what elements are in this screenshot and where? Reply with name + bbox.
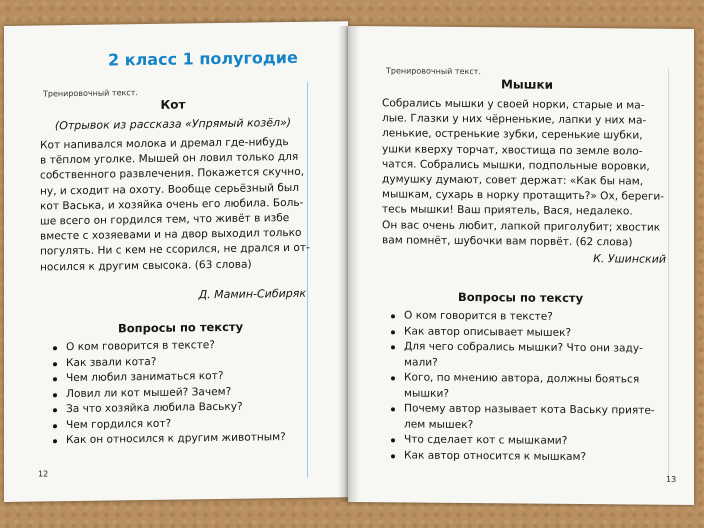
right-questions-list xyxy=(390,308,655,465)
right-question-continuation: лем мышек? xyxy=(404,417,474,431)
right-text-line: лые. Глазки у них чёрненькие, лапки у них ма- xyxy=(382,112,647,127)
left-text-line: погулять. Ни с кем не ссорился, не дрался и от- xyxy=(40,242,310,258)
right-question-continuation: мали? xyxy=(404,355,438,369)
right-text-line: вам помнёт, шубочки вам порвёт. (62 слова) xyxy=(382,234,633,249)
section-title: 2 класс 1 полугодие xyxy=(108,47,298,70)
left-question: Чем любил заниматься кот? xyxy=(52,368,286,387)
right-page-number: 13 xyxy=(666,474,677,484)
right-text-line: Он вас очень любит, лапкой приголубит; хвостик xyxy=(382,218,661,234)
right-questions-title: Вопросы по тексту xyxy=(458,289,584,306)
left-story-subtitle: (Отрывок из рассказа «Упрямый козёл») xyxy=(54,115,292,133)
left-questions-title: Вопросы по тексту xyxy=(118,319,244,336)
left-text-line: Кот напивался молока и дремал где-нибудь xyxy=(40,136,289,152)
right-question: Для чего собрались мышки? Что они заду- xyxy=(390,339,655,357)
right-text-line: думушку думают, совет держат: «Как бы нам, xyxy=(382,173,644,188)
right-author: К. Ушинский xyxy=(593,252,666,266)
left-question: За что хозяйка любила Ваську? xyxy=(52,399,286,418)
left-author: Д. Мамин-Сибиряк xyxy=(198,286,306,302)
right-text-line: мышкам, сухарь в норку протащить?» Ох, береги- xyxy=(382,188,665,203)
open-workbook xyxy=(4,26,694,502)
left-questions-list xyxy=(52,337,286,449)
right-question: Что сделает кот с мышками? xyxy=(390,432,655,450)
right-story-title: Мышки xyxy=(500,77,554,92)
left-text-line: носился к другим свысока. (63 слова) xyxy=(40,258,252,274)
right-page xyxy=(348,26,694,505)
left-text-line: кот Васька, и хозяйка очень его любила. Боль- xyxy=(40,196,304,213)
left-text-line: ше всего он гордился тем, что живёт в избе xyxy=(40,212,290,228)
left-text-line: собственного развлечения. Покажется скучно, xyxy=(40,166,305,182)
left-text-line: ну, и сходит на охоту. Вообще серьёзный был xyxy=(40,181,299,198)
right-text-line: Собрались мышки у своей норки, старые и ма- xyxy=(382,97,645,112)
left-page xyxy=(4,21,348,502)
right-question-continuation: мышки? xyxy=(404,386,449,400)
right-text-line: тесь мышки! Ваш приятель, Вася, недалеко. xyxy=(382,203,633,218)
right-story-text xyxy=(382,96,672,251)
right-question: Почему автор называет кота Ваську прияте- xyxy=(390,401,655,419)
left-question: О ком говорится в тексте? xyxy=(52,337,286,356)
left-page-number: 12 xyxy=(38,469,49,479)
left-question: Как звали кота? xyxy=(52,353,286,372)
left-training-label: Тренировочный текст. xyxy=(43,88,138,99)
right-text-line: ушки кверху торчат, хвостища по земле воло- xyxy=(382,142,643,158)
left-text-line: в тёплом уголке. Мышей он ловил только для xyxy=(40,151,299,167)
right-question: Как автор описывает мышек? xyxy=(390,324,655,342)
right-question: Кого, по мнению автора, должны бояться xyxy=(390,370,655,388)
left-story-title: Кот xyxy=(160,97,186,112)
left-question: Как он относился к другим животным? xyxy=(52,430,286,449)
right-question: О ком говорится в тексте? xyxy=(390,308,655,326)
right-text-line: ленькие, остренькие зубки, серенькие шубки, xyxy=(382,127,643,142)
left-story-text xyxy=(40,135,310,276)
right-training-label: Тренировочный текст. xyxy=(386,66,481,77)
left-question: Чем гордился кот? xyxy=(52,415,286,434)
right-text-line: чатся. Собрались мышки, подпольные воровки, xyxy=(382,158,650,173)
right-question: Как автор относится к мышкам? xyxy=(390,448,655,466)
left-question: Ловил ли кот мышей? Зачем? xyxy=(52,384,286,403)
left-text-line: вместе с хозяевами и на двор выходил только xyxy=(40,227,302,243)
book-gutter-shadow xyxy=(338,26,360,502)
